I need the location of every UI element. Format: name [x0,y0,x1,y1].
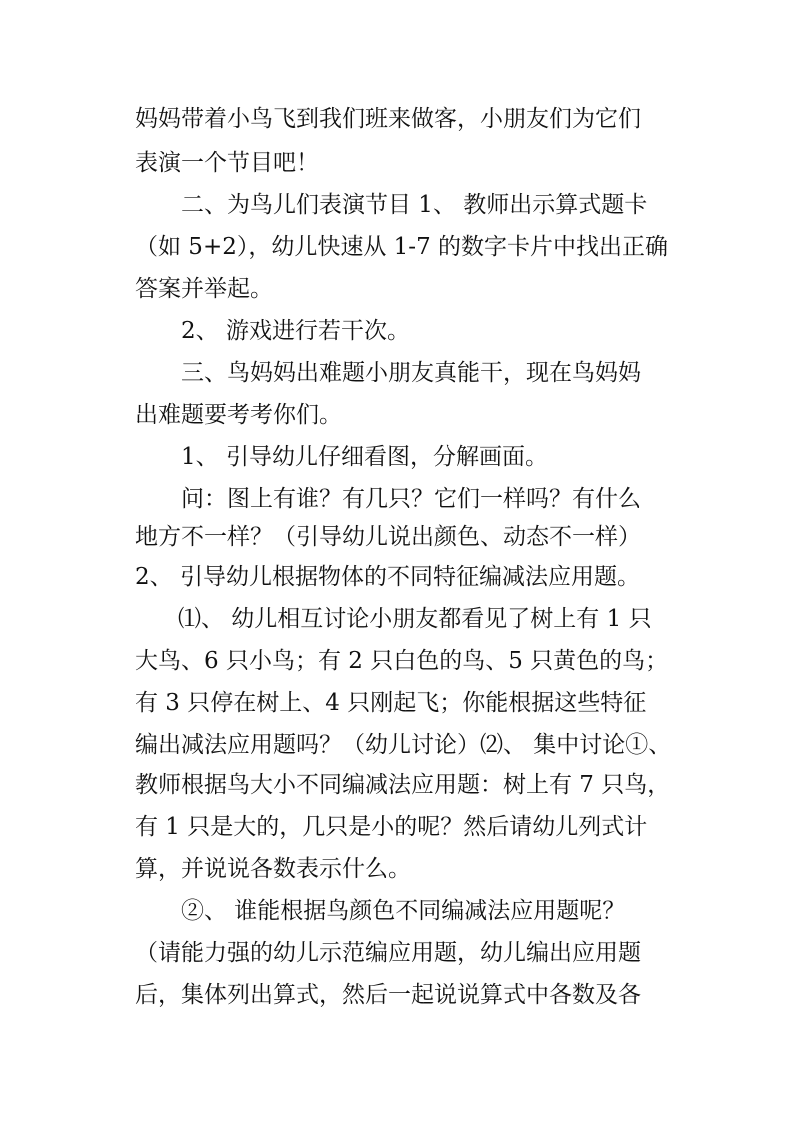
text-line-10: 问：图上有谁？有几只？它们一样吗？有什么 [181,486,641,512]
text-line-2: 表演一个节目吧！ [135,150,319,176]
text-line-4: （如 5+2），幼儿快速从 1-7 的数字卡片中找出正确 [135,234,669,260]
text-line-19: 算，并说说各数表示什么。 [135,856,411,882]
text-line-17: 教师根据鸟大小不同编减法应用题：树上有 7 只鸟， [135,772,671,798]
text-line-12: 2、 引导幼儿根据物体的不同特征编减法应用题。 [135,564,640,590]
text-line-16: 编出减法应用题吗？（幼儿讨论）⑵、 集中讨论①、 [135,732,672,758]
text-line-18: 有 1 只是大的，几只是小的呢？然后请幼儿列式计 [135,814,648,840]
text-line-6: 2、 游戏进行若干次。 [181,318,410,344]
text-line-1: 妈妈带着小鸟飞到我们班来做客，小朋友们为它们 [135,106,641,132]
text-line-9: 1、 引导幼儿仔细看图，分解画面。 [181,444,548,470]
text-line-11: 地方不一样？（引导幼儿说出颜色、动态不一样） [135,524,641,550]
text-line-8: 出难题要考考你们。 [135,402,342,428]
text-line-7: 三、鸟妈妈出难题小朋友真能干，现在鸟妈妈 [181,360,641,386]
text-line-13: ⑴、 幼儿相互讨论小朋友都看见了树上有 1 只 [178,606,652,632]
text-line-20: ②、 谁能根据鸟颜色不同编减法应用题呢？ [181,898,626,924]
text-line-5: 答案并举起。 [135,276,273,302]
text-line-21: （请能力强的幼儿示范编应用题，幼儿编出应用题 [135,940,641,966]
text-line-14: 大鸟、6 只小鸟；有 2 只白色的鸟、5 只黄色的鸟； [135,648,669,674]
text-line-22: 后，集体列出算式，然后一起说说算式中各数及各 [135,982,641,1008]
text-line-3: 二、为鸟儿们表演节目 1、 教师出示算式题卡 [181,192,648,218]
text-line-15: 有 3 只停在树上、4 只刚起飞；你能根据这些特征 [135,690,647,716]
